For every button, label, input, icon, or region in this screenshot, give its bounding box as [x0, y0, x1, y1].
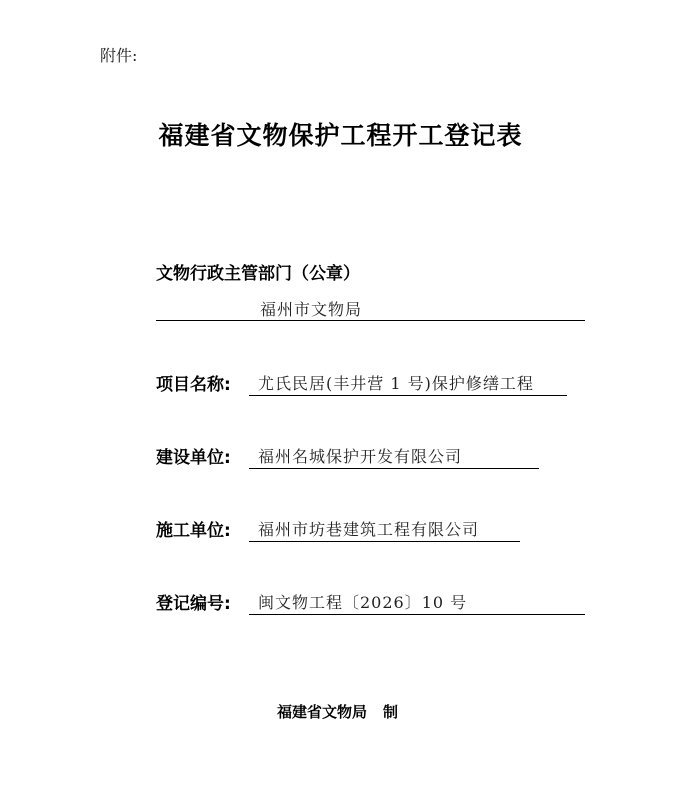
- department-field: [156, 300, 585, 321]
- department-label: 文物行政主管部门（公章）: [156, 264, 360, 284]
- attachment-label: 附件:: [100, 46, 138, 65]
- issuer-suffix: 制: [383, 703, 399, 721]
- construction-unit-value: 福州名城保护开发有限公司: [258, 447, 463, 466]
- page-title: 福建省文物保护工程开工登记表: [158, 121, 523, 150]
- contractor-value: 福州市坊巷建筑工程有限公司: [258, 520, 480, 539]
- project-name-field: [249, 373, 567, 396]
- contractor-field: [249, 519, 520, 542]
- project-name-label: 项目名称:: [156, 375, 231, 395]
- department-value: 福州市文物局: [260, 300, 363, 319]
- project-name-value: 尤氏民居(丰井营 1 号)保护修缮工程: [258, 374, 534, 393]
- contractor-label: 施工单位:: [156, 521, 231, 541]
- issuer-name: 福建省文物局: [277, 703, 368, 721]
- construction-unit-field: [249, 446, 539, 469]
- registration-number-value: 闽文物工程〔2026〕10 号: [258, 593, 468, 612]
- construction-unit-label: 建设单位:: [156, 448, 231, 468]
- registration-number-field: [249, 592, 585, 615]
- issuer-line: [277, 702, 398, 722]
- registration-number-label: 登记编号:: [156, 594, 231, 614]
